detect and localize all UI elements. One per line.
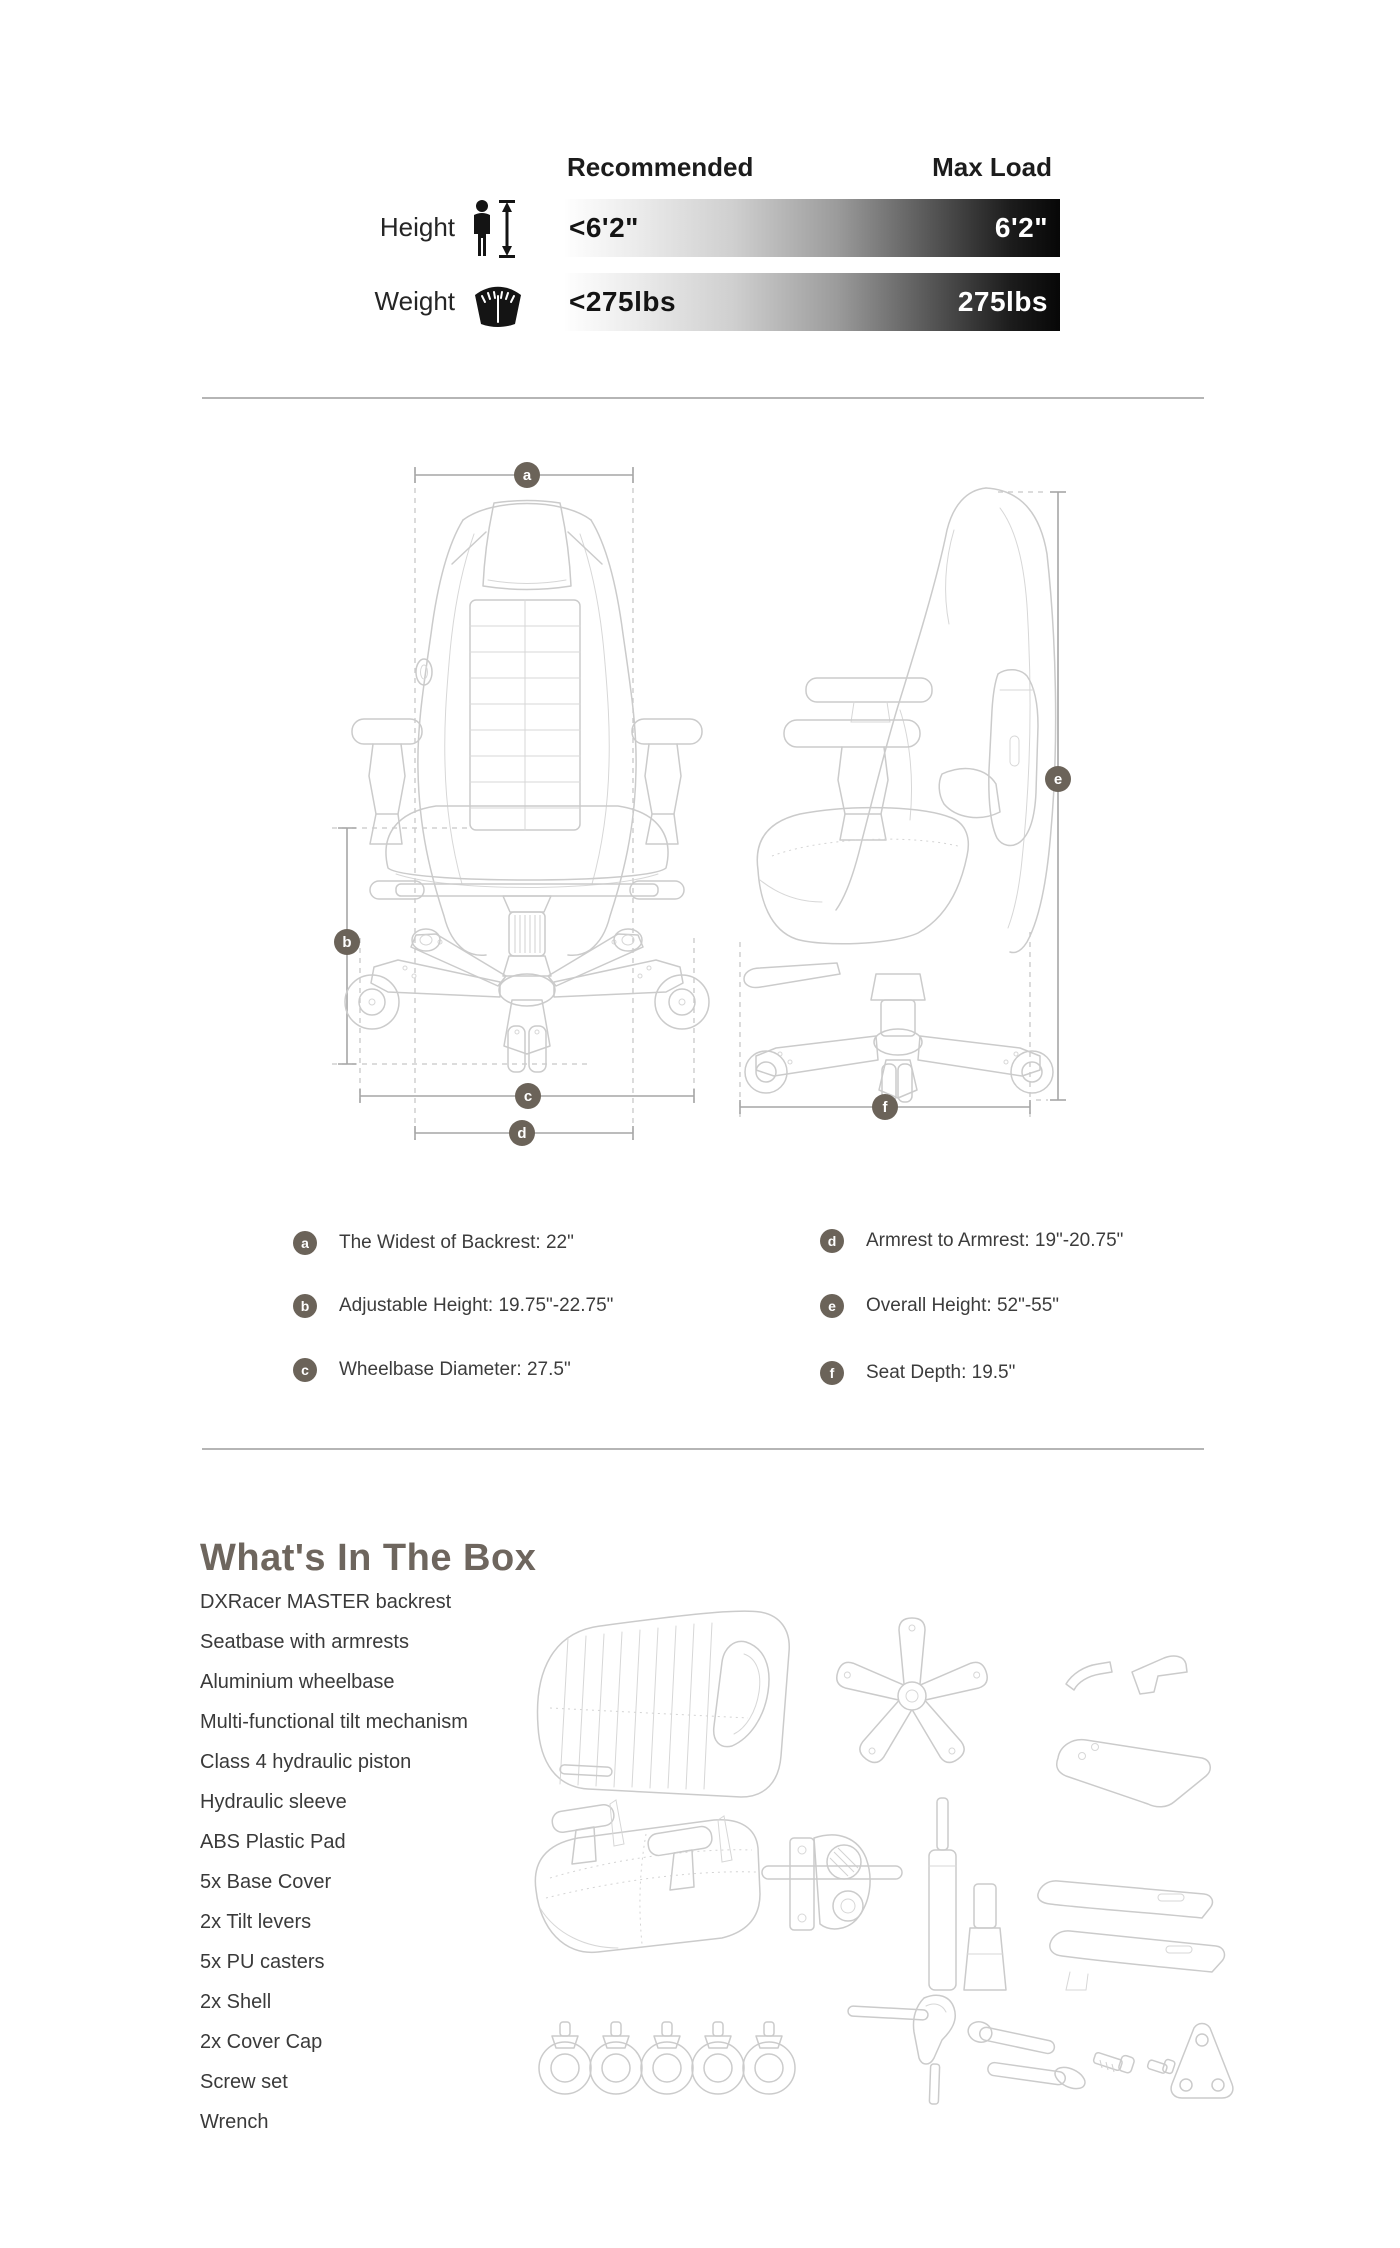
box-item: Hydraulic sleeve [200,1791,347,1813]
height-recommended-value: <6'2" [569,212,639,243]
diagram-callout-e: e [1045,766,1071,792]
box-item: Multi-functional tilt mechanism [200,1711,468,1733]
height-load-bar [565,199,1060,257]
whats-in-box-list [200,1582,468,2142]
tilt-mechanism-art [762,1835,902,1930]
legend-text-f: Seat Depth: 19.5" [866,1362,1016,1383]
chair-side-view [740,488,1066,1118]
callout-badge-c: c [293,1358,317,1382]
seatbase-part-art [535,1800,760,1952]
diagram-callout-a: a [514,462,540,488]
legend-text-a: The Widest of Backrest: 22" [339,1232,574,1253]
height-row-label: Height [379,212,455,242]
recommended-header: Recommended [567,152,754,182]
diagram-callout-b: b [334,929,360,955]
tilt-levers-art [965,2019,1088,2093]
weight-load-bar [565,273,1060,331]
box-item: 2x Tilt levers [200,1911,312,1933]
max-load-header: Max Load [932,152,1052,182]
box-item: Class 4 hydraulic piston [200,1751,412,1773]
box-item: 2x Shell [200,1991,272,2013]
box-item: 2x Cover Cap [200,2031,323,2053]
weight-scale-icon [471,286,525,328]
box-item: Seatbase with armrests [200,1631,409,1653]
box-contents-illustration [510,1598,1235,2143]
weight-recommended-value: <275lbs [569,286,677,317]
cover-cap-art [1171,2024,1233,2099]
wheelbase-part-art [834,1618,990,1767]
legend-text-c: Wheelbase Diameter: 27.5" [339,1359,571,1380]
legend-text-e: Overall Height: 52"-55" [866,1295,1060,1316]
box-item: Aluminium wheelbase [200,1671,395,1693]
cover-parts-art [1057,1656,1211,1807]
person-height-icon [469,199,525,259]
screws-art [1093,2052,1176,2074]
callout-badge-d: d [820,1229,844,1253]
callout-badge-f: f [820,1361,844,1385]
legend-text-d: Armrest to Armrest: 19"-20.75" [866,1230,1124,1251]
box-item: DXRacer MASTER backrest [200,1591,452,1613]
callout-badge-e: e [820,1294,844,1318]
legend-item-c [293,1357,571,1383]
callout-badge-a: a [293,1231,317,1255]
diagram-callout-f: f [872,1094,898,1120]
box-item: 5x PU casters [200,1951,325,1973]
height-max-value: 6'2" [994,212,1048,243]
chair-front-view [332,467,709,1140]
section-divider-top [202,397,1204,399]
callout-badge-b: b [293,1294,317,1318]
box-item: ABS Plastic Pad [200,1831,346,1853]
weight-max-value: 275lbs [957,286,1048,317]
box-item: Wrench [200,2111,269,2133]
legend-item-a [293,1230,574,1256]
backrest-part-art [538,1611,790,1797]
weight-row-label: Weight [374,286,455,316]
box-item: 5x Base Cover [200,1871,332,1893]
legend-text-b: Adjustable Height: 19.75"-22.75" [339,1295,614,1316]
box-item: Screw set [200,2071,288,2093]
chair-dimension-diagram [200,440,1230,1180]
legend-item-f [820,1360,1015,1386]
legend-item-e [820,1293,1059,1319]
shell-parts-art [1038,1881,1225,1990]
diagram-callout-d: d [509,1120,535,1146]
legend-item-d [820,1228,1123,1254]
legend-item-b [293,1293,613,1319]
whats-in-box-title: What's In The Box [200,1536,537,1579]
casters-art [539,2022,795,2094]
section-divider-bottom [202,1448,1204,1450]
wrench-art [848,1995,955,2104]
piston-sleeve-art [929,1798,1006,1990]
diagram-callout-c: c [515,1083,541,1109]
